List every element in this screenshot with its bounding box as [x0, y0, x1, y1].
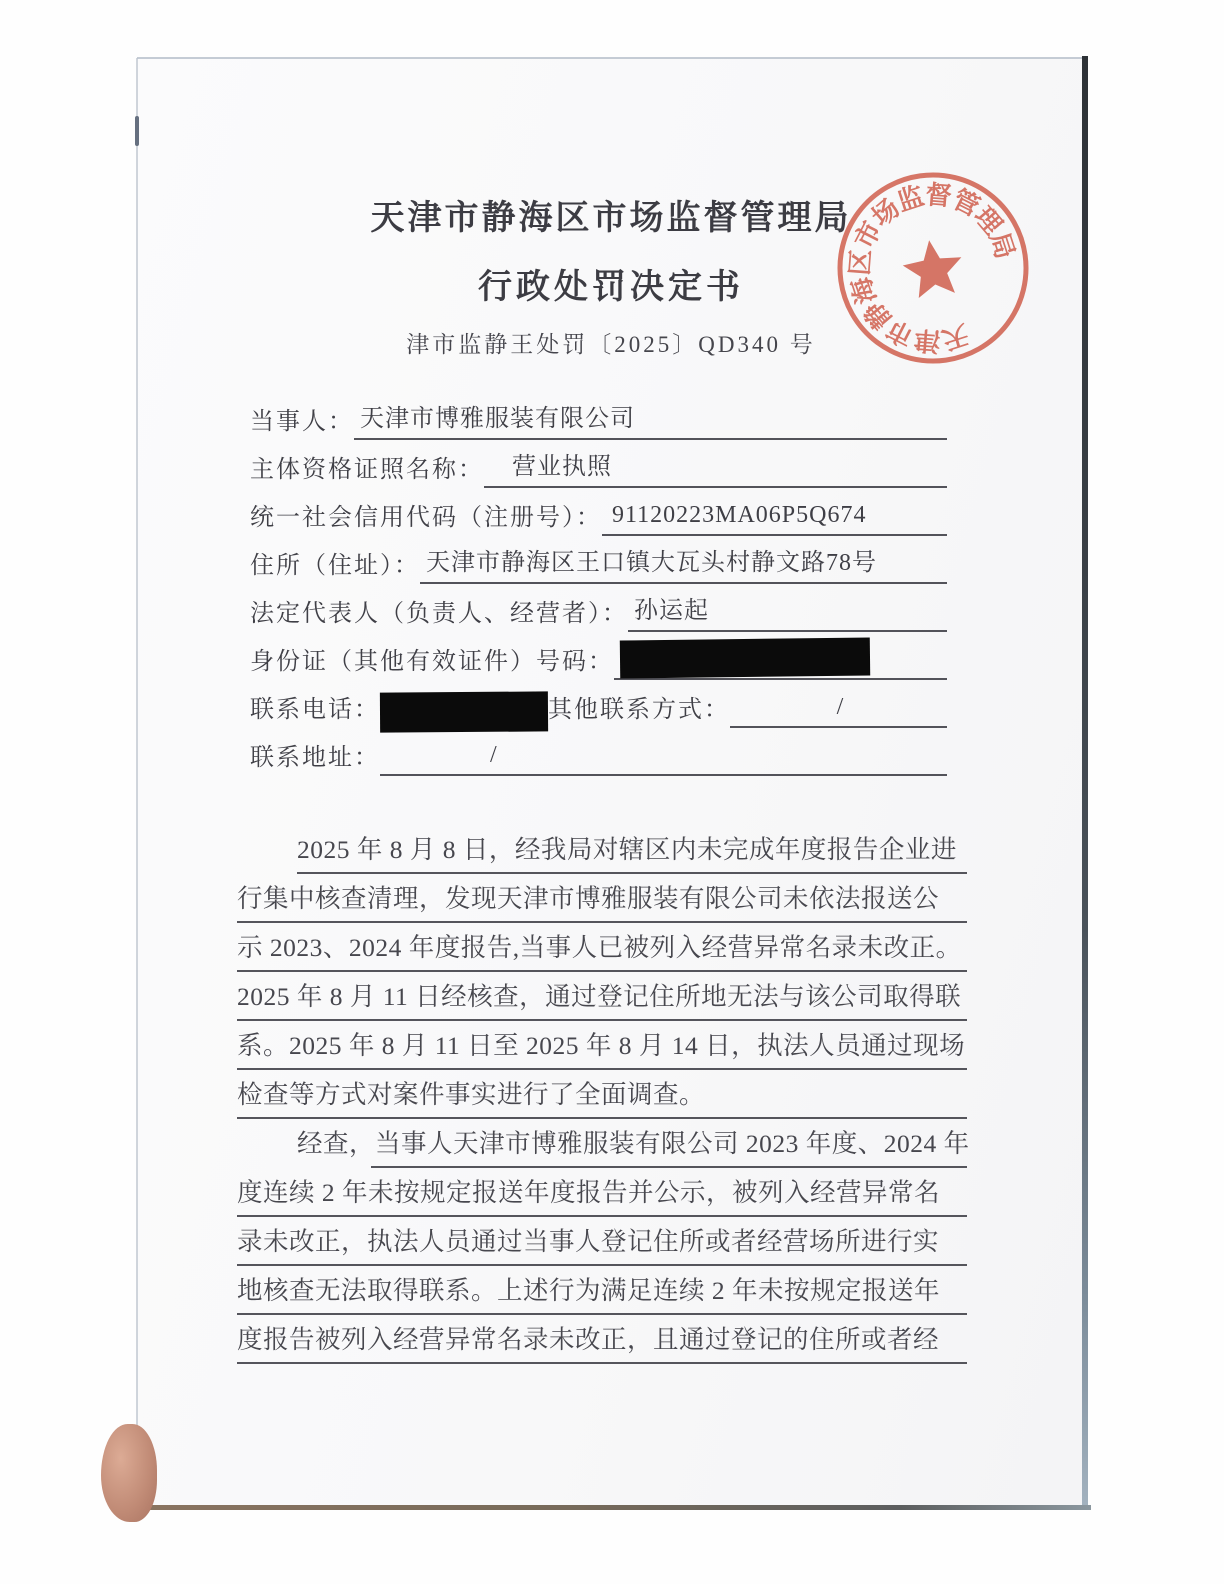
- ruled-underline: [237, 1362, 967, 1364]
- field-label: 法定代表人（负责人、经营者）：: [250, 601, 628, 627]
- decision-body-text: [237, 828, 970, 1367]
- field-value: 营业执照: [484, 454, 947, 488]
- paper-edge-bottom: [139, 1505, 1091, 1510]
- paper-edge-right: [1082, 56, 1088, 1510]
- body-line: [237, 1073, 967, 1122]
- ruled-underline: [237, 1215, 967, 1217]
- body-line-text: 行集中核查清理，发现天津市博雅服装有限公司未依法报送公: [237, 884, 940, 913]
- field-value: 天津市博雅服装有限公司: [354, 406, 947, 440]
- field-row: [250, 632, 947, 680]
- stamp-character: 市: [849, 216, 888, 254]
- body-line-text: 经查，当事人天津市博雅服装有限公司 2023 年度、2024 年: [297, 1129, 970, 1158]
- field-value: 孙运起: [628, 598, 947, 632]
- field-value: 91120223MA06P5Q674: [602, 502, 947, 536]
- party-info-fields: [250, 392, 947, 776]
- ruled-underline: [237, 921, 967, 923]
- field-row: [250, 728, 947, 776]
- field-label: 身份证（其他有效证件）号码：: [250, 649, 614, 675]
- body-line: [237, 1318, 967, 1367]
- document-type-title: 行政处罚决定书: [478, 269, 744, 306]
- field-value: 天津市静海区王口镇大瓦头村静文路78号: [420, 550, 947, 584]
- issuing-authority-title: 天津市静海区市场监督管理局: [370, 200, 852, 237]
- body-line: [237, 828, 967, 877]
- field-value: /: [730, 694, 947, 728]
- finger: [101, 1424, 157, 1522]
- body-line: [237, 1024, 967, 1073]
- body-line-text: 地核查无法取得联系。上述行为满足连续 2 年未按规定报送年: [237, 1276, 941, 1305]
- stamp-character: 场: [866, 193, 906, 233]
- field-row: [250, 440, 947, 488]
- document-number: 津市监静王处罚〔2025〕QD340 号: [406, 332, 816, 357]
- ruled-underline: [371, 1166, 967, 1168]
- field-value-redacted: [614, 639, 947, 680]
- body-line-text: 2025 年 8 月 11 日经核查，通过登记住所地无法与该公司取得联: [237, 982, 962, 1011]
- field-value: /: [380, 742, 947, 776]
- body-line-text: 示 2023、2024 年度报告,当事人已被列入经营异常名录未改正。: [237, 933, 962, 962]
- body-line-text: 检查等方式对案件事实进行了全面调查。: [237, 1080, 706, 1109]
- ruled-underline: [237, 1117, 967, 1119]
- stamp-character: 静: [858, 295, 898, 335]
- field-label: 当事人：: [250, 409, 354, 435]
- stamp-character: 市: [881, 313, 919, 352]
- body-line: [237, 1269, 967, 1318]
- stamp-character: 督: [924, 180, 953, 212]
- stamp-character: 管: [947, 184, 985, 223]
- ruled-underline: [237, 1068, 967, 1070]
- paper-edge-top: [137, 57, 1085, 59]
- stamp-character: 监: [893, 181, 928, 217]
- body-line-text: 2025 年 8 月 8 日，经我局对辖区内未完成年度报告企业进: [297, 835, 957, 864]
- stamp-character: 区: [845, 248, 877, 277]
- body-line: [237, 877, 967, 926]
- field-label: 住所（住址）：: [250, 553, 420, 579]
- stamp-character: 津: [913, 324, 942, 356]
- field-row: [250, 536, 947, 584]
- redaction-box: [620, 637, 870, 678]
- body-line-text: 系。2025 年 8 月 11 日至 2025 年 8 月 14 日，执法人员通过现场: [237, 1031, 966, 1060]
- redaction-box: [380, 691, 548, 732]
- document-title: [137, 190, 1085, 308]
- field-row: [250, 584, 947, 632]
- document-page: [137, 58, 1085, 1506]
- field-label: 联系电话：: [250, 697, 380, 723]
- stamp-character: 天: [938, 319, 973, 355]
- body-line: [237, 1122, 970, 1171]
- ruled-underline: [237, 1019, 967, 1021]
- body-line-text: 度报告被列入经营异常名录未改正，且通过登记的住所或者经: [237, 1325, 940, 1354]
- ruled-underline: [297, 872, 967, 874]
- paper-edge-left: [136, 58, 138, 1506]
- stamp-character: 海: [846, 273, 882, 308]
- field-label: 联系地址：: [250, 745, 380, 771]
- ruled-underline: [237, 1264, 967, 1266]
- body-line: [237, 1171, 967, 1220]
- field-label: 主体资格证照名称：: [250, 457, 484, 483]
- field-label: 统一社会信用代码（注册号）：: [250, 505, 602, 531]
- body-line: [237, 975, 967, 1024]
- stamp-character: 局: [984, 228, 1020, 263]
- ruled-underline: [237, 970, 967, 972]
- ruled-underline: [237, 1313, 967, 1315]
- field-row: [250, 392, 947, 440]
- body-line: [237, 1220, 967, 1269]
- page-content-area: [137, 58, 1085, 1506]
- stamp-character: 理: [968, 201, 1008, 241]
- field-row: [250, 680, 947, 728]
- body-line-text: 录未改正，执法人员通过当事人登记住所或者经营场所进行实: [237, 1227, 940, 1256]
- body-line-text: 度连续 2 年未按规定报送年度报告并公示，被列入经营异常名: [237, 1178, 941, 1207]
- field-row: [250, 488, 947, 536]
- field-label: 其他联系方式：: [548, 697, 730, 723]
- paper-edge-mark: [135, 116, 139, 146]
- body-line: [237, 926, 967, 975]
